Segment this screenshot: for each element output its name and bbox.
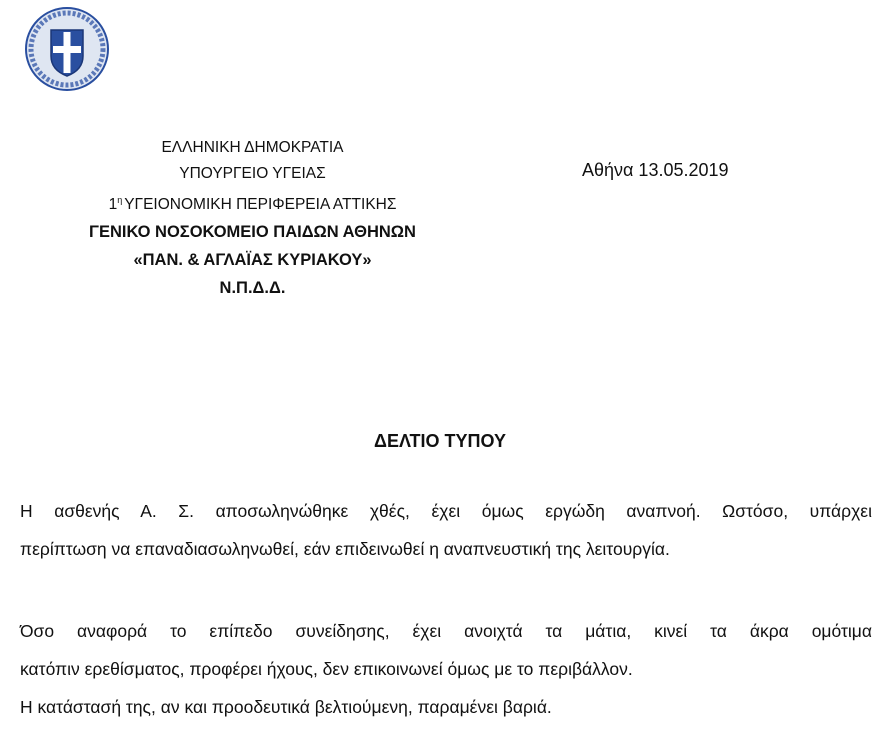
paragraph-consciousness	[20, 612, 872, 726]
header-ministry: ΥΠΟΥΡΓΕΙΟ ΥΓΕΙΑΣ	[179, 165, 326, 182]
header-hospital-name: «ΠΑΝ. & ΑΓΛΑΪΑΣ ΚΥΡΙΑΚΟΥ»	[133, 251, 372, 269]
header-legal-entity: Ν.Π.Δ.Δ.	[219, 279, 286, 297]
paragraph-line: κατόπιν ερεθίσματος, προφέρει ήχους, δεν επικοινωνεί όμως με το περιβάλλον.	[20, 659, 633, 679]
header-republic: ΕΛΛΗΝΙΚΗ ΔΗΜΟΚΡΑΤΙΑ	[161, 139, 344, 156]
paragraph-line: Η κατάστασή της, αν και προοδευτικά βελτιούμενη, παραμένει βαριά.	[20, 697, 552, 717]
greek-coat-of-arms-icon	[24, 6, 110, 92]
paragraph-line: περίπτωση να επαναδιασωληνωθεί, εάν επιδεινωθεί η αναπνευστική της λειτουργία.	[20, 539, 670, 559]
paragraph-line: Όσο αναφορά το επίπεδο συνείδησης, έχει ανοιχτά τα μάτια, κινεί τα άκρα ομότιμα	[20, 621, 872, 641]
paragraph-line: Η ασθενής Α. Σ. αποσωληνώθηκε χθές, έχει όμως εργώδη αναπνοή. Ωστόσο, υπάρχει	[20, 501, 872, 521]
header-region: $1^\eta$ ΥΓΕΙΟΝΟΜΙΚΗ ΠΕΡΙΦΕΡΕΙΑ ΑΤΤΙΚΗΣ	[108, 195, 397, 213]
document-date: Αθήνα 13.05.2019	[582, 160, 729, 180]
header-hospital: ΓΕΝΙΚΟ ΝΟΣΟΚΟΜΕΙΟ ΠΑΙΔΩΝ ΑΘΗΝΩΝ	[89, 223, 416, 241]
paragraph-respiration	[20, 492, 872, 568]
issuer-header	[0, 135, 505, 302]
document-title: ΔΕΛΤΙΟ ΤΥΠΟΥ	[374, 431, 506, 451]
